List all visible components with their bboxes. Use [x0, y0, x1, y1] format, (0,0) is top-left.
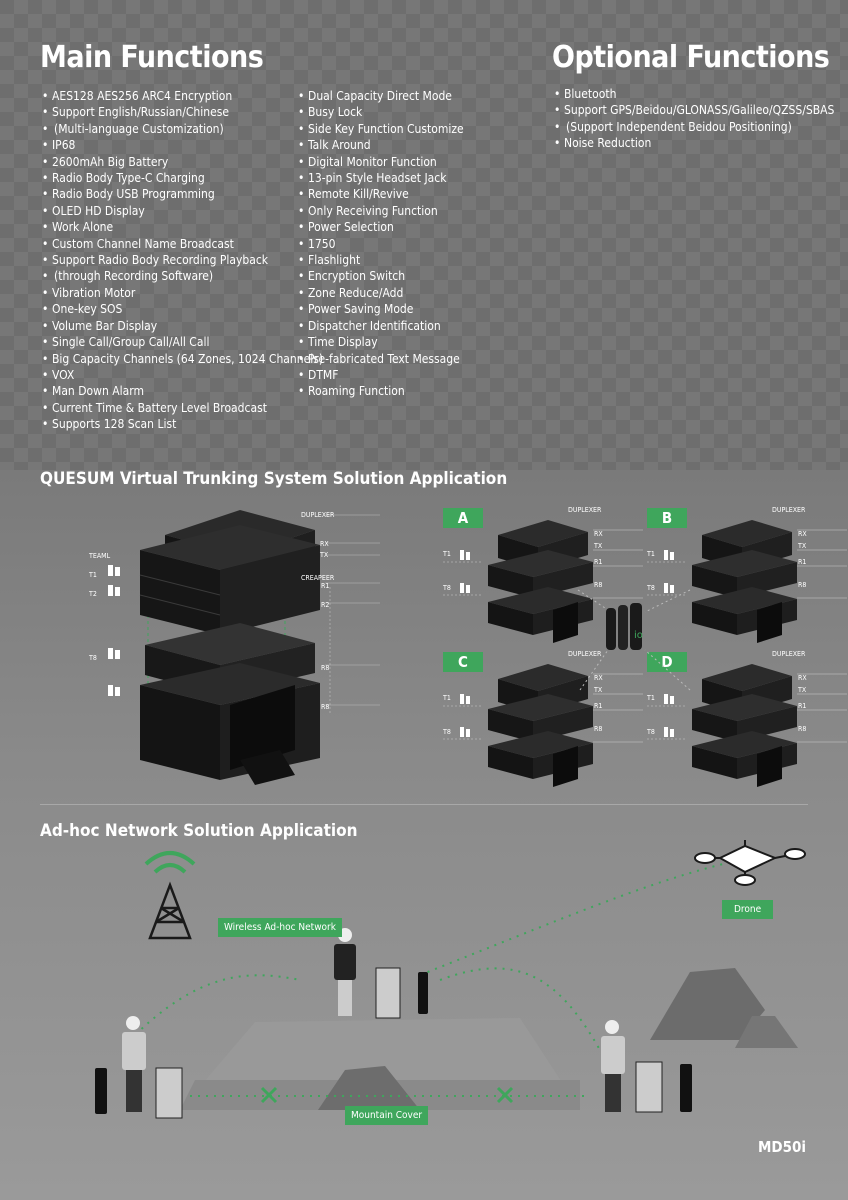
big-r8-label-1: R8 — [321, 664, 330, 672]
big-t2-label: T2 — [89, 590, 97, 598]
feature-item: • 1750 — [296, 236, 464, 252]
feature-item: • (Support Independent Beidou Positioning) — [552, 119, 834, 135]
drone-label: Drone — [722, 900, 773, 919]
panel-r8-label: R8 — [798, 581, 807, 589]
big-rx-label: RX — [320, 540, 329, 548]
feature-item: • Single Call/Group Call/All Call — [40, 334, 323, 350]
big-t8-label: T8 — [89, 654, 97, 662]
panel-duplexer-label: DUPLEXER — [568, 650, 602, 658]
main-functions-title: Main Functions — [40, 40, 264, 75]
team-label: TEAML — [89, 552, 111, 560]
feature-item: • Support English/Russian/Chinese — [40, 104, 323, 120]
feature-item: • Talk Around — [296, 137, 464, 153]
panel-r1-label: R1 — [594, 558, 603, 566]
panel-tx-label: TX — [594, 686, 603, 694]
panel-r8-label: R8 — [594, 725, 603, 733]
feature-item: • Noise Reduction — [552, 135, 834, 151]
feature-item: • Time Display — [296, 334, 464, 350]
big-creapeer-label: CREAPEER — [301, 574, 335, 582]
feature-item: • Only Receiving Function — [296, 203, 464, 219]
trunking-section-title: QUESUM Virtual Trunking System Solution Application — [40, 469, 508, 489]
panel-rack-illustration — [478, 654, 643, 789]
panel-duplexer-label: DUPLEXER — [772, 506, 806, 514]
feature-item: • Digital Monitor Function — [296, 154, 464, 170]
feature-item: • Bluetooth — [552, 86, 834, 102]
feature-item: • Supports 128 Scan List — [40, 416, 323, 432]
feature-item: • Radio Body Type-C Charging — [40, 170, 323, 186]
feature-item: • 13-pin Style Headset Jack — [296, 170, 464, 186]
panel-badge: C — [443, 652, 483, 672]
panel-badge: A — [443, 508, 483, 528]
feature-item: • (through Recording Software) — [40, 268, 323, 284]
panel-t1-label: T1 — [443, 694, 451, 702]
repeater-rack-illustration — [80, 505, 380, 790]
panel-t8-label: T8 — [443, 728, 451, 736]
feature-item: • Encryption Switch — [296, 268, 464, 284]
feature-item: • Zone Reduce/Add — [296, 285, 464, 301]
feature-item: • Dispatcher Identification — [296, 318, 464, 334]
feature-item: • Flashlight — [296, 252, 464, 268]
panel-r1-label: R1 — [798, 558, 807, 566]
panel-duplexer-label: DUPLEXER — [772, 650, 806, 658]
main-functions-list-1 — [40, 88, 323, 433]
big-duplexer-label: DUPLEXER — [301, 511, 335, 519]
feature-item: • Side Key Function Customize — [296, 121, 464, 137]
panel-rx-label: RX — [594, 674, 603, 682]
big-r8-label-2: R8 — [321, 703, 330, 711]
feature-item: • (Multi-language Customization) — [40, 121, 323, 137]
panel-duplexer-label: DUPLEXER — [568, 506, 602, 514]
big-r2-label: R2 — [321, 601, 330, 609]
model-name: MD50i — [757, 1138, 806, 1156]
panel-t8-label: T8 — [443, 584, 451, 592]
feature-item: • Work Alone — [40, 219, 323, 235]
section-divider — [40, 804, 808, 805]
feature-item: • Current Time & Battery Level Broadcast — [40, 400, 323, 416]
svg-text:io: io — [634, 630, 643, 641]
feature-item: • DTMF — [296, 367, 464, 383]
panel-r1-label: R1 — [798, 702, 807, 710]
big-tx-label: TX — [320, 551, 329, 559]
feature-item: • OLED HD Display — [40, 203, 323, 219]
feature-item: • Vibration Motor — [40, 285, 323, 301]
panel-badge: B — [647, 508, 687, 528]
feature-item: • One-key SOS — [40, 301, 323, 317]
feature-item: • Dual Capacity Direct Mode — [296, 88, 464, 104]
panel-rx-label: RX — [798, 530, 807, 538]
mountain-cover-label: Mountain Cover — [345, 1106, 428, 1125]
feature-item: • Man Down Alarm — [40, 383, 323, 399]
feature-item: • IP68 — [40, 137, 323, 153]
feature-item: • Volume Bar Display — [40, 318, 323, 334]
panel-rx-label: RX — [594, 530, 603, 538]
feature-item: • AES128 AES256 ARC4 Encryption — [40, 88, 323, 104]
panel-t8-label: T8 — [647, 584, 655, 592]
panel-tx-label: TX — [798, 686, 807, 694]
panel-r8-label: R8 — [798, 725, 807, 733]
feature-item: • Power Saving Mode — [296, 301, 464, 317]
feature-item: • Big Capacity Channels (64 Zones, 1024 Channels) — [40, 351, 323, 367]
panel-t8-label: T8 — [647, 728, 655, 736]
panel-t1-label: T1 — [647, 694, 655, 702]
panel-tx-label: TX — [594, 542, 603, 550]
panel-r1-label: R1 — [594, 702, 603, 710]
feature-item: • 2600mAh Big Battery — [40, 154, 323, 170]
optional-functions-list — [552, 86, 834, 152]
panel-rack-illustration — [682, 510, 847, 645]
feature-item: • Remote Kill/Revive — [296, 186, 464, 202]
feature-item: • Support Radio Body Recording Playback — [40, 252, 323, 268]
feature-item: • Pre-fabricated Text Message — [296, 351, 464, 367]
panel-t1-label: T1 — [443, 550, 451, 558]
panel-rx-label: RX — [798, 674, 807, 682]
adhoc-network-scene — [0, 840, 848, 1140]
panel-badge: D — [647, 652, 687, 672]
feature-item: • Busy Lock — [296, 104, 464, 120]
big-t1-label: T1 — [89, 571, 97, 579]
optional-functions-title: Optional Functions — [552, 40, 830, 75]
feature-item: • Support GPS/Beidou/GLONASS/Galileo/QZSS/SBAS — [552, 102, 834, 118]
feature-item: • Roaming Function — [296, 383, 464, 399]
feature-item: • Custom Channel Name Broadcast — [40, 236, 323, 252]
big-r1-label: R1 — [321, 582, 330, 590]
panel-r8-label: R8 — [594, 581, 603, 589]
feature-item: • VOX — [40, 367, 323, 383]
adhoc-section-title: Ad-hoc Network Solution Application — [40, 821, 358, 841]
controller-hub-illustration — [600, 600, 650, 660]
panel-rack-illustration — [682, 654, 847, 789]
wireless-adhoc-label: Wireless Ad-hoc Network — [218, 918, 342, 937]
main-functions-list-2 — [296, 88, 464, 400]
feature-item: • Power Selection — [296, 219, 464, 235]
feature-item: • Radio Body USB Programming — [40, 186, 323, 202]
panel-t1-label: T1 — [647, 550, 655, 558]
panel-tx-label: TX — [798, 542, 807, 550]
